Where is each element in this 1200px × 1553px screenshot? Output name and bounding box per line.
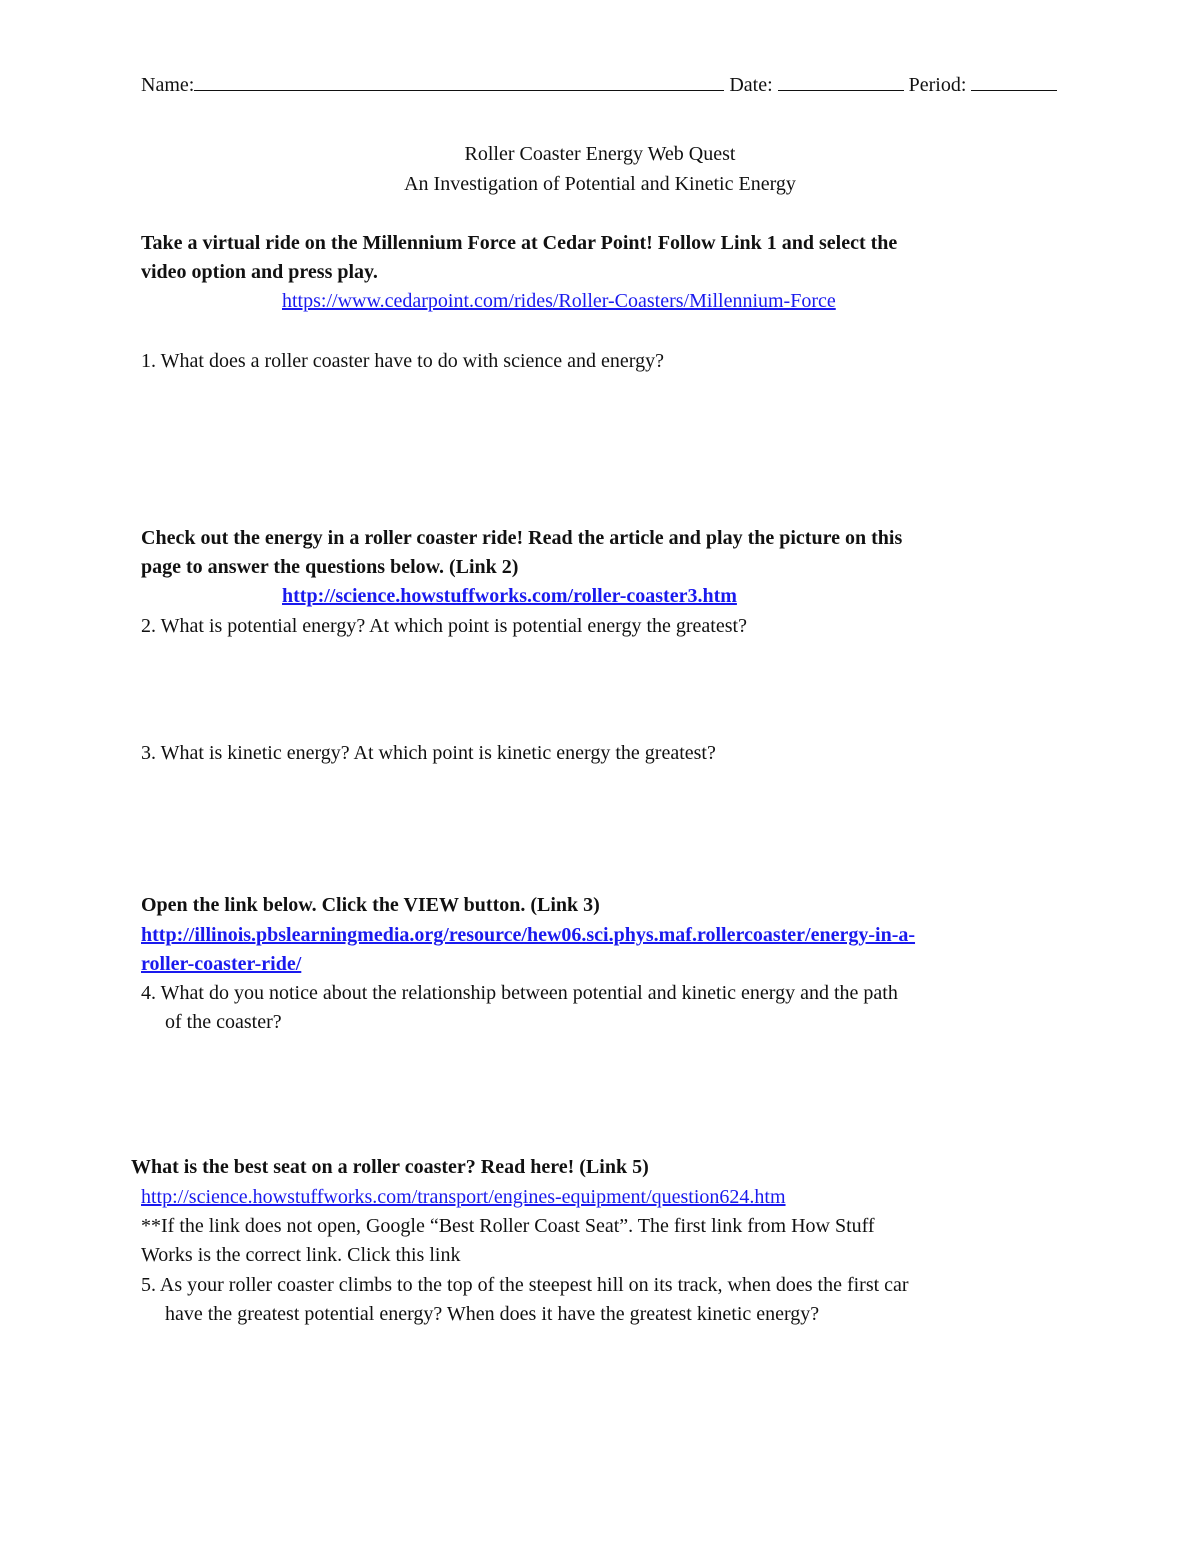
period-blank[interactable]: [971, 70, 1057, 91]
name-label: Name:: [141, 74, 195, 96]
link-3-line1[interactable]: http://illinois.pbslearningmedia.org/resource/hew06.sci.phys.maf.rollercoaster/energy-in-a-: [141, 924, 916, 946]
section2-instruction-line2: page to answer the questions below. (Link 2): [141, 556, 519, 578]
question-2: 2. What is potential energy? At which point is potential energy the greatest?: [141, 615, 747, 637]
question-4-line1: 4. What do you notice about the relationship between potential and kinetic energy and the path: [141, 982, 898, 1004]
link-5[interactable]: http://science.howstuffworks.com/transport/engines-equipment/question624.htm: [141, 1186, 786, 1208]
question-1: 1. What does a roller coaster have to do with science and energy?: [141, 350, 664, 372]
page-title: Roller Coaster Energy Web Quest: [464, 143, 736, 165]
name-blank[interactable]: [194, 70, 724, 91]
section1-instruction-line1: Take a virtual ride on the Millennium Force at Cedar Point! Follow Link 1 and select the: [141, 232, 898, 254]
date-label: Date:: [729, 74, 773, 96]
section3-instruction: Open the link below. Click the VIEW button. (Link 3): [141, 894, 600, 916]
link-3-line2[interactable]: roller-coaster-ride/: [141, 953, 302, 975]
header-row: [141, 70, 1057, 100]
link-2[interactable]: http://science.howstuffworks.com/roller-coaster3.htm: [282, 585, 737, 607]
question-3: 3. What is kinetic energy? At which point is kinetic energy the greatest?: [141, 742, 716, 764]
date-blank[interactable]: [778, 70, 904, 91]
question-4-line2: of the coaster?: [165, 1011, 282, 1033]
note-line2: Works is the correct link. Click this link: [141, 1244, 461, 1266]
period-label: Period:: [908, 74, 967, 96]
section4-instruction: What is the best seat on a roller coaster? Read here! (Link 5): [131, 1156, 649, 1178]
question-5-line1: 5. As your roller coaster climbs to the top of the steepest hill on its track, when does the first car: [141, 1274, 909, 1296]
question-5-line2: have the greatest potential energy? When does it have the greatest kinetic energy?: [165, 1303, 820, 1325]
section1-instruction-line2: video option and press play.: [141, 261, 378, 283]
page-subtitle: An Investigation of Potential and Kinetic Energy: [404, 173, 796, 195]
note-line1: **If the link does not open, Google “Best Roller Coast Seat”. The first link from How Stuff: [141, 1215, 875, 1237]
link-1[interactable]: https://www.cedarpoint.com/rides/Roller-Coasters/Millennium-Force: [282, 290, 836, 312]
section2-instruction-line1: Check out the energy in a roller coaster ride! Read the article and play the picture on this: [141, 527, 903, 549]
